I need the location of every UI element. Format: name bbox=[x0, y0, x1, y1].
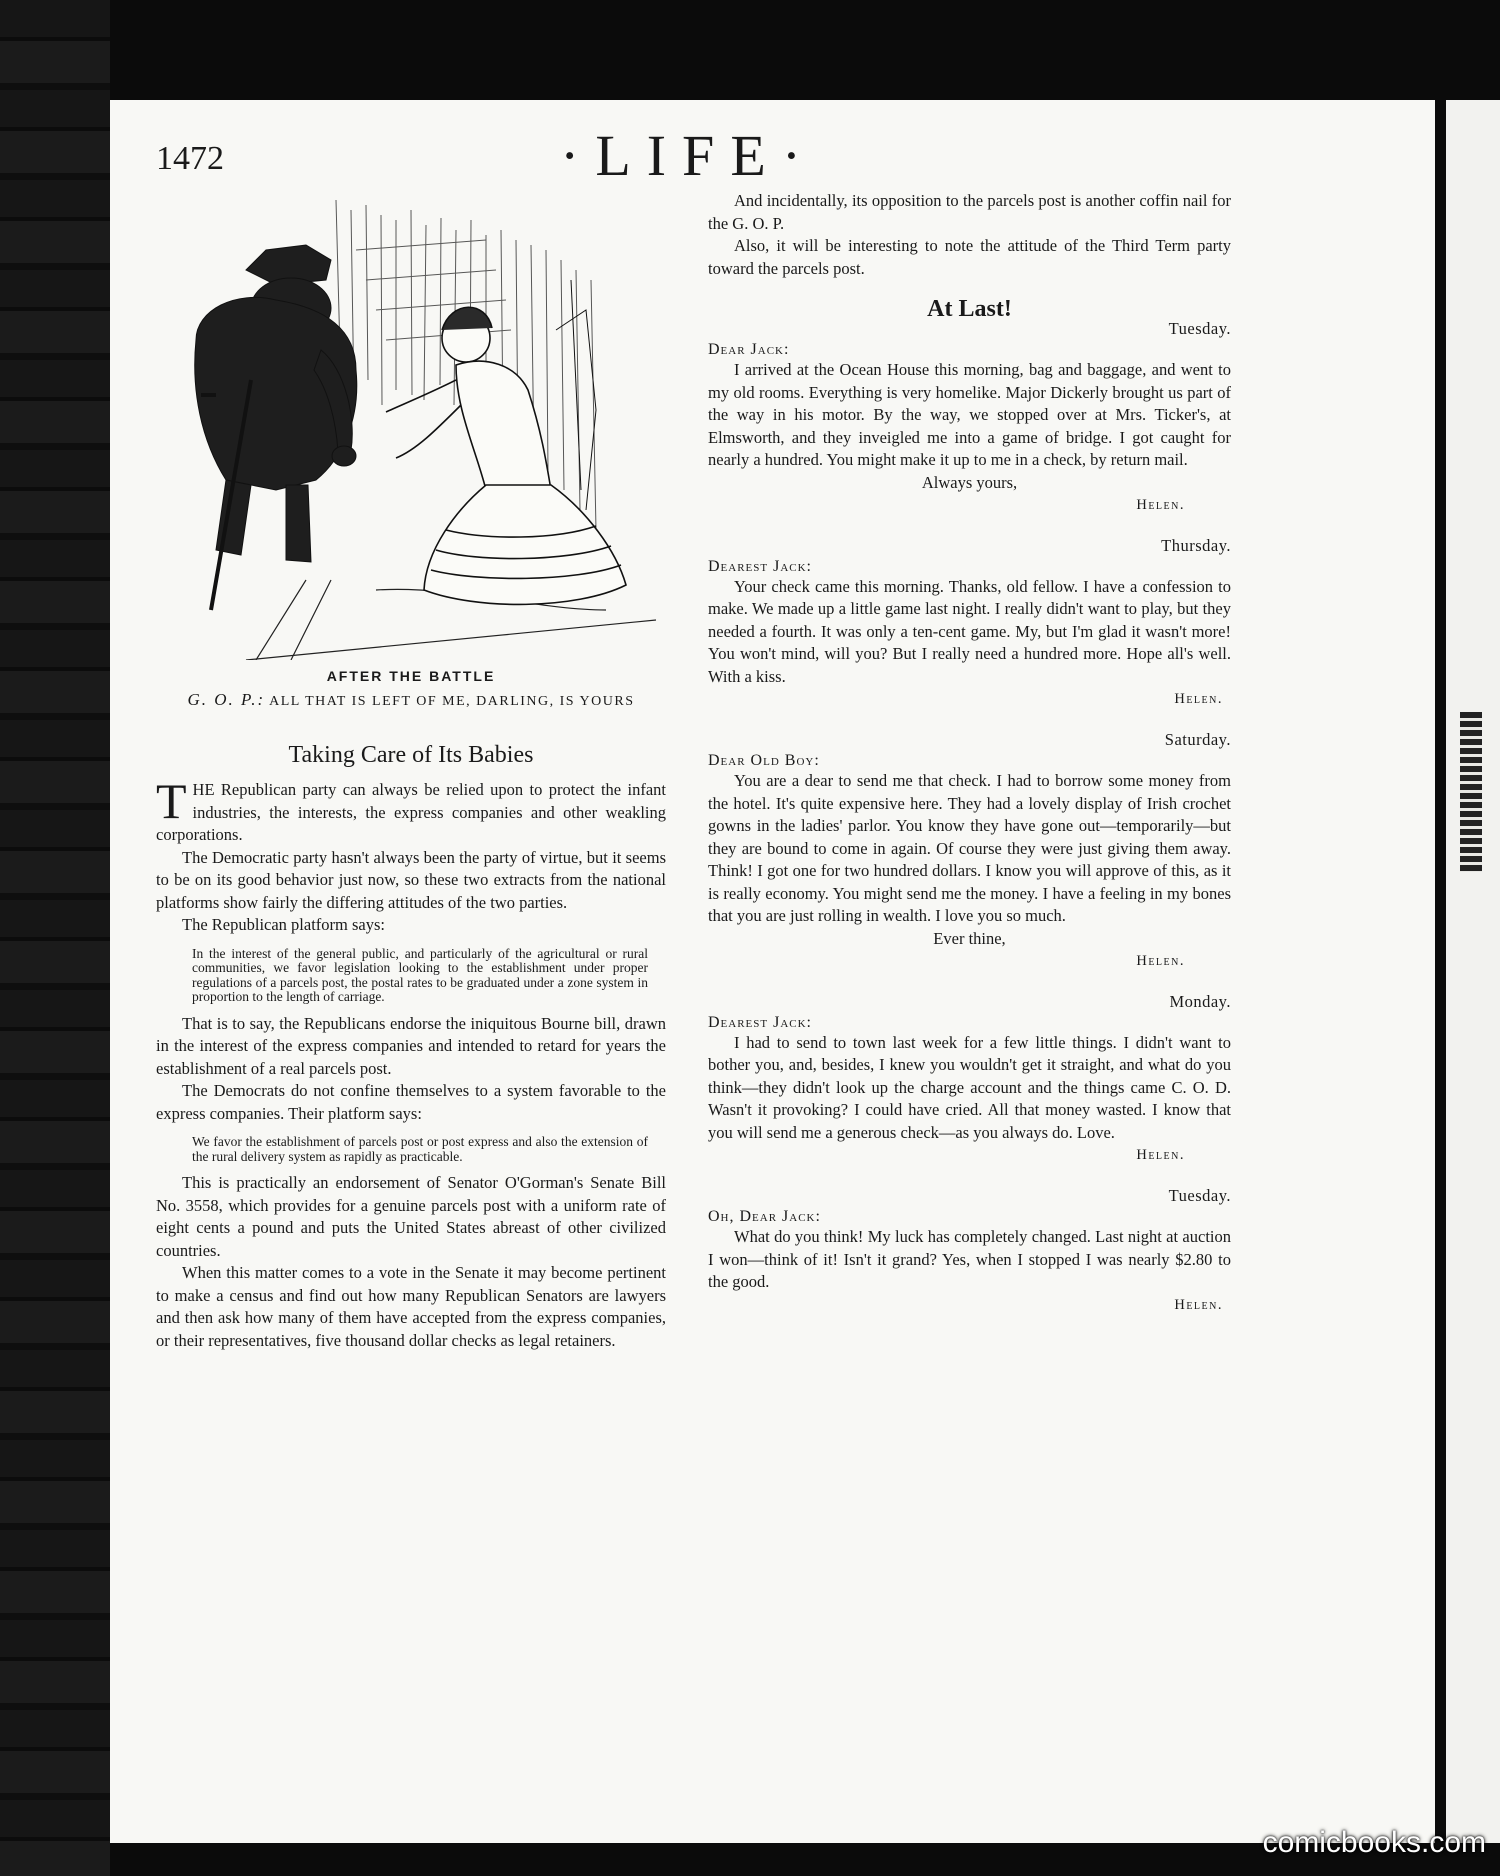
letter-signature: Helen. bbox=[1136, 1147, 1185, 1163]
article-paragraph: The Democratic party hasn't always been the party of virtue, but it seems to be on its good behavior just now, so these two extracts from the national platforms show fairly the differing attitudes of the two parties. bbox=[156, 847, 666, 912]
letter-date: Thursday. bbox=[1161, 535, 1231, 555]
block-quote: We favor the establishment of parcels post or post express and also the extension of the rural delivery system as rapidly as practicable. bbox=[192, 1134, 648, 1164]
letter-salutation: Dearest Jack: bbox=[708, 557, 813, 575]
article-headline: Taking Care of Its Babies bbox=[288, 742, 534, 768]
letter-body: Your check came this morning. Thanks, old fellow. I have a confession to make. We made up a little game last night. I really didn't want to play, but they needed a fourth. It was only a ten-cent game. My, but I'm glad it wasn't more! You won't mind, will you? But I really need a hundred more. Hope all's well. With a kiss. bbox=[708, 576, 1231, 686]
letter-signature: Helen. bbox=[1136, 952, 1185, 969]
cartoon-caption-text: ALL THAT IS LEFT OF ME, DARLING, IS YOURS bbox=[269, 694, 635, 709]
letter-salutation: Oh, Dear Jack: bbox=[708, 1208, 821, 1225]
drop-cap: T bbox=[156, 773, 187, 829]
letter-salutation: Dear Old Boy: bbox=[708, 752, 820, 769]
letter-date: Monday. bbox=[1169, 991, 1231, 1011]
article-paragraph: The Republican platform says: bbox=[182, 915, 385, 934]
letter-closing: Always yours, bbox=[921, 472, 1018, 492]
letter-date: Tuesday. bbox=[1168, 1186, 1231, 1205]
watermark: comicbooks.com bbox=[1262, 1826, 1486, 1859]
article-paragraph: That is to say, the Republicans endorse the iniquitous Bourne bill, drawn in the interest of the express companies and intended to retard for years the establishment of a real parcels post. bbox=[156, 1013, 666, 1078]
letter-date: Saturday. bbox=[1164, 730, 1231, 749]
masthead: ·LIFE· bbox=[560, 123, 818, 188]
letter-salutation: Dearest Jack: bbox=[708, 1013, 813, 1031]
right-column bbox=[708, 190, 1231, 1316]
letter bbox=[708, 992, 1231, 1167]
left-column bbox=[156, 190, 666, 1352]
letter-salutation: Dear Jack: bbox=[708, 341, 790, 358]
letter-body: You are a dear to send me that check. I had to borrow some money from the hotel. It's quite expensive here. They had a lovely display of Irish crochet gowns in the ladies' parlor. You know they have gone out—temporarily—but they are bound to come in again. Of course they were just giving them away. Think! I got one for two hundred dollars. I know you will approve of this, as it is really economy. You might send me the money. I have a feeling in my bones that you are just rolling in wealth. I love you so much. bbox=[708, 771, 1231, 925]
letter bbox=[708, 319, 1231, 516]
letter bbox=[708, 536, 1231, 711]
cartoon-illustration bbox=[156, 190, 666, 660]
facing-page-ornament bbox=[1460, 712, 1482, 872]
letter-date: Tuesday. bbox=[1168, 319, 1231, 338]
letters-headline: At Last! bbox=[927, 296, 1012, 322]
cartoon-title: AFTER THE BATTLE bbox=[326, 668, 496, 684]
letter bbox=[708, 1186, 1231, 1316]
cartoon-speaker: G. O. P.: bbox=[187, 690, 266, 709]
article-paragraph: When this matter comes to a vote in the Senate it may become pertinent to make a census and find out how many Republican Senators are lawyers and then ask how many of them have accepted from the express companies, or their representatives, five thousand dollar checks as legal retainers. bbox=[156, 1263, 666, 1350]
letter-closing: Ever thine, bbox=[933, 928, 1006, 948]
letter-body: What do you think! My luck has completely changed. Last night at auction I won—think of it! Isn't it grand? Yes, when I stopped I was nearly $2.80 to the good. bbox=[708, 1227, 1231, 1291]
cartoon-caption bbox=[156, 690, 666, 710]
article-paragraph-text: HE Republican party can always be relied upon to protect the infant industries, the interests, the express companies and other weakling corporations. bbox=[156, 780, 666, 844]
letter-signature: Helen. bbox=[1136, 496, 1185, 513]
article-paragraph: The Democrats do not confine themselves to a system favorable to the express companies. Their platform says: bbox=[156, 1081, 666, 1123]
scan-border-left bbox=[0, 0, 110, 1876]
article-paragraph: And incidentally, its opposition to the parcels post is another coffin nail for the G. O. P. bbox=[708, 191, 1231, 233]
letter-body: I had to send to town last week for a few little things. I didn't want to bother you, and, besides, I knew you wouldn't get it straight, and what do you think—they didn't look up the charge account and the things came C. O. D. Wasn't it provoking? I could have cried. All that money wasted. I know that you will send me a generous check—as you always do. Love. bbox=[708, 1032, 1231, 1142]
article-paragraph: This is practically an endorsement of Senator O'Gorman's Senate Bill No. 3558, which provides for a genuine parcels post with a uniform rate of eight cents a pound and puts the United States abreast of other civilized countries. bbox=[156, 1173, 666, 1260]
facing-page-edge bbox=[1446, 100, 1500, 1843]
page-number: 1472 bbox=[156, 140, 224, 177]
letter-signature: Helen. bbox=[1174, 1296, 1223, 1313]
letter bbox=[708, 730, 1231, 972]
article-paragraph bbox=[156, 773, 666, 847]
article-paragraph: Also, it will be interesting to note the attitude of the Third Term party toward the parcels post. bbox=[708, 236, 1231, 278]
letter-signature: Helen. bbox=[1174, 691, 1223, 707]
letter-body: I arrived at the Ocean House this morning, bag and baggage, and went to my old rooms. Everything is very homelike. Major Dickerly brought us part of the way in his motor. By the way, we stopped over at Mrs. Ticker's, at Elmsworth, and they inveigled me into a game of bridge. I got caught for nearly a hundred. You might make it up to me in a check, by return mail. bbox=[708, 360, 1231, 469]
block-quote: In the interest of the general public, and particularly of the agricultural or rural communities, we favor legislation looking to the establishment under proper regulations of a parcels post, the postal rates to be graduated under a zone system in proportion to the length of carriage. bbox=[192, 945, 648, 1004]
